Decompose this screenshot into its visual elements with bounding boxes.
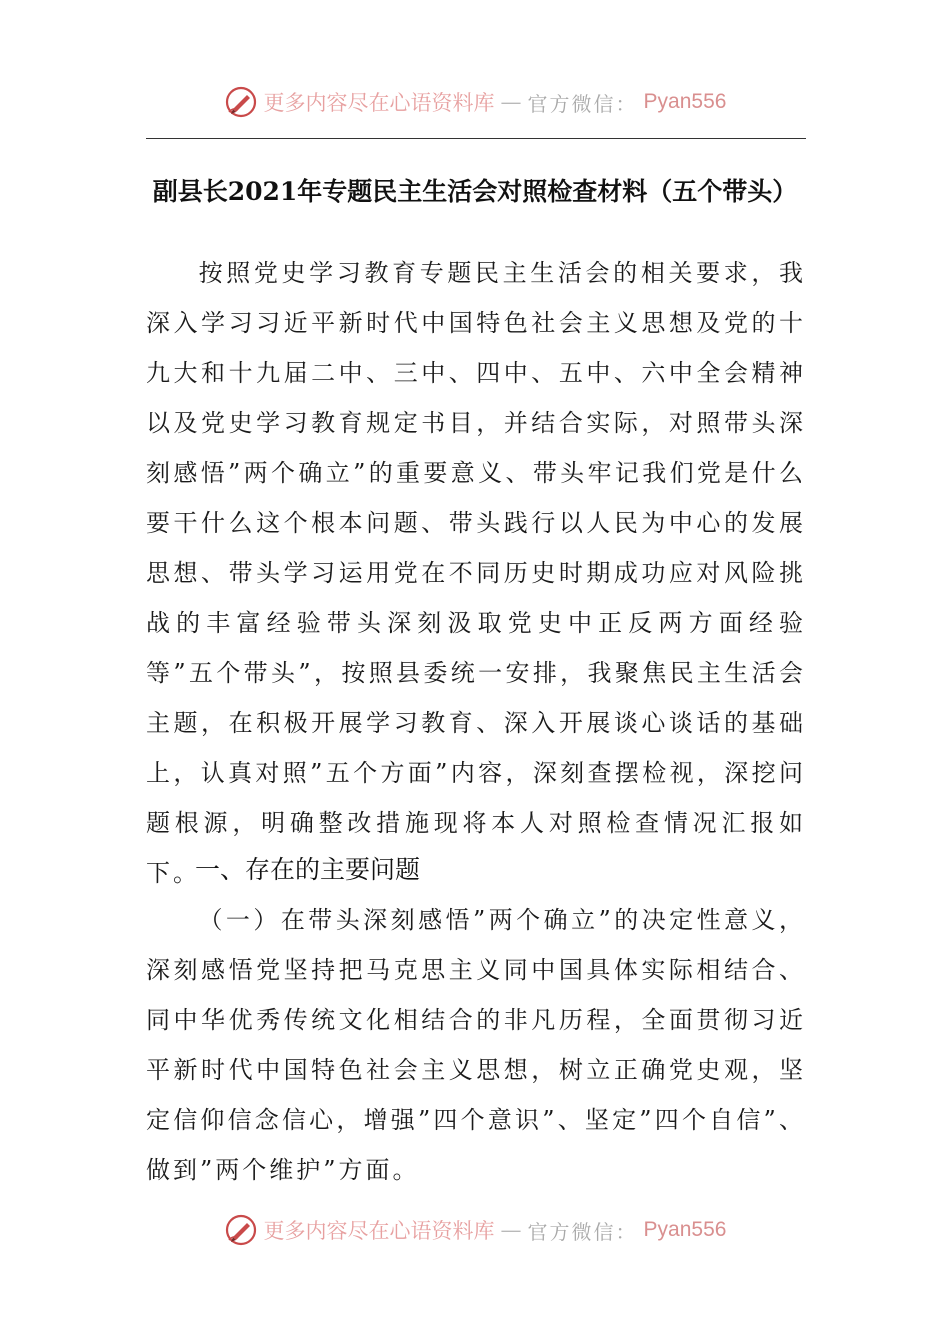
footer-watermark-banner (0, 1210, 950, 1250)
header-divider (146, 138, 806, 139)
section-heading: 一、存在的主要问题 (195, 855, 421, 884)
paragraph-2-text: （一）在带头深刻感悟”两个确立”的决定性意义，深刻感悟党坚持把马克思主义同中国具体实际相结合、同中华优秀传统文化相结合的非凡历程，全面贯彻习近平新时代中国特色社会主义思想，树立正确党史观，坚定信仰信念信心，增强”四个意识”、坚定”四个自信”、做到”两个维护”方面。 (146, 906, 806, 1184)
header-watermark-banner (0, 82, 950, 122)
body-paragraph-1 (146, 248, 806, 898)
document-title: 副县长2021年专题民主生活会对照检查材料（五个带头） (152, 177, 798, 206)
banner-wechat-label: 官方微信： (527, 1219, 638, 1244)
banner-brand-text: 更多内容尽在心语资料库 (263, 1219, 495, 1243)
pen-circle-logo-icon (224, 85, 258, 119)
banner-separator: — (500, 1218, 522, 1242)
banner-wechat-label: 官方微信： (527, 91, 638, 116)
paragraph-1-text: 按照党史学习教育专题民主生活会的相关要求，我深入学习习近平新时代中国特色社会主义思想及党的十九大和十九届二中、三中、四中、五中、六中全会精神以及党史学习教育规定书目，并结合实际，对照带头深刻感悟”两个确立”的重要意义、带头牢记我们党是什么要干什么这个根本问题、带头践行以人民为中心的发展思想、带头学习运用党在不同历史时期成功应对风险挑战的丰富经验带头深刻汲取党史中正反两方面经验等”五个带头”，按照县委统一安排，我聚焦民主生活会主题，在积极开展学习教育、深入开展谈心谈话的基础上，认真对照”五个方面”内容，深刻查摆检视，深挖问题根源，明确整改措施现将本人对照检查情况汇报如下。 (146, 259, 806, 887)
banner-wechat-id: Pyan556 (643, 1218, 727, 1241)
body-paragraph-2 (146, 895, 806, 1195)
banner-brand-text: 更多内容尽在心语资料库 (263, 91, 495, 115)
pen-circle-logo-icon (224, 1213, 258, 1247)
banner-separator: — (500, 90, 522, 114)
banner-wechat-id: Pyan556 (643, 90, 727, 113)
